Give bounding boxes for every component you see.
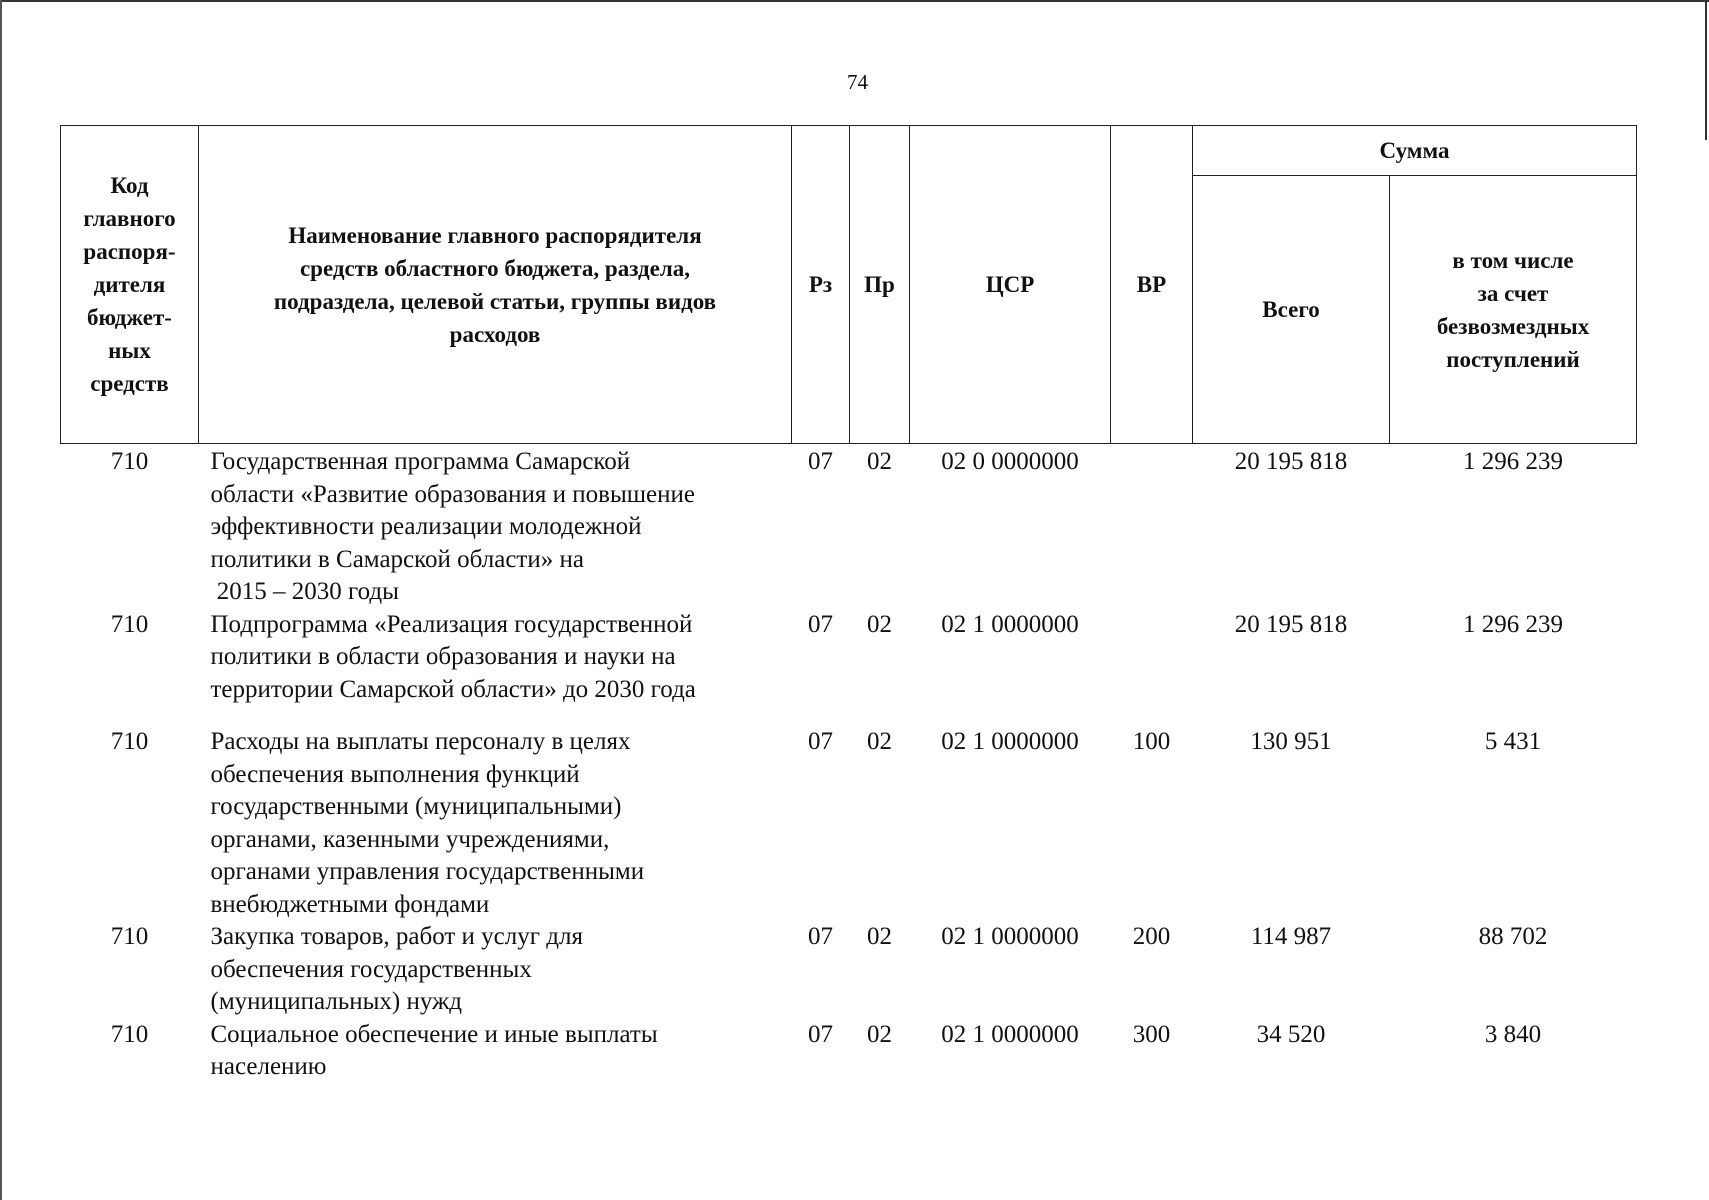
table-row [61,444,1637,609]
table-body [61,444,1637,1084]
name-line: органами, казенными учреждениями, [210,825,610,853]
header-name-line: Наименование главного распорядителя [288,222,702,248]
header-rz: Рз [792,126,850,444]
name-line: органами управления государственными [210,858,645,885]
name-line: Социальное обеспечение и иные выплаты [210,1020,658,1048]
cell-free: 1 296 239 [1463,448,1563,475]
header-total: Всего [1193,176,1390,444]
name-line: населению [210,1053,327,1080]
page-top-border [0,0,1709,2]
header-name-line: средств областного бюджета, раздела, [299,255,691,281]
name-line: обеспечения государственных [210,955,532,983]
cell-free: 88 702 [1478,923,1548,950]
name-line: Расходы на выплаты персоналу в целях [210,728,631,755]
cell-total: 34 520 [1256,1020,1326,1048]
page-left-border [0,0,2,1200]
cell-rz: 07 [808,448,833,475]
cell-code: 710 [110,728,149,755]
cell-pr: 02 [867,728,892,755]
name-line: внебюджетными фондами [210,890,490,918]
cell-vr [1111,609,1193,707]
header-free-line: поступлений [1446,346,1580,372]
header-csr: ЦСР [910,126,1111,444]
header-sum: Сумма [1193,126,1637,176]
cell-name [199,921,792,1019]
cell-code: 710 [110,923,149,950]
cell-pr: 02 [867,448,892,475]
cell-code: 710 [110,448,149,475]
header-name-line: расходов [449,321,541,347]
name-line: области «Развитие образования и повышение [210,480,695,508]
header-code [61,126,199,444]
table-row [61,609,1637,707]
cell-total: 130 951 [1250,728,1332,755]
cell-pr: 02 [867,1020,892,1048]
cell-total: 20 195 818 [1234,448,1348,475]
name-line: государственными (муниципальными) [210,793,622,820]
name-line: политики в Самарской области» на [210,545,584,573]
header-code-line: распоря- [83,239,176,264]
header-code-line: дителя [93,272,166,297]
header-free-line: за счет [1477,280,1549,306]
header-free-line: безвозмездных [1436,313,1590,339]
cell-total: 20 195 818 [1234,610,1348,638]
header-code-line: Код [110,173,149,198]
cell-free: 5 431 [1484,728,1542,755]
cell-code: 710 [110,1020,149,1048]
name-line: эффективности реализации молодежной [210,513,642,540]
cell-rz: 07 [808,923,833,950]
table-row [61,1019,1637,1084]
budget-table [60,125,1637,1084]
cell-total: 114 987 [1250,923,1332,950]
header-code-line: бюджет- [87,305,172,330]
cell-vr: 300 [1132,1020,1171,1048]
cell-csr: 02 1 0000000 [941,728,1079,755]
cell-csr: 02 0 0000000 [941,448,1079,475]
cell-free: 3 840 [1484,1020,1542,1048]
cell-name [199,444,792,609]
name-line: Государственная программа Самарской [210,448,631,475]
header-name [199,126,792,444]
header-free-line: в том числе [1452,247,1574,273]
table-header [61,126,1637,444]
cell-csr: 02 1 0000000 [941,610,1079,638]
table-row [61,921,1637,1019]
cell-csr: 02 1 0000000 [941,1020,1079,1048]
header-code-line: ных [108,338,151,363]
page-number: 74 [847,70,868,94]
header-vr: ВР [1111,126,1193,444]
cell-vr: 100 [1132,728,1171,755]
name-line: территории Самарской области» до 2030 года [210,675,696,703]
cell-csr: 02 1 0000000 [941,923,1079,950]
header-name-line: подраздела, целевой статьи, группы видов [273,288,717,314]
name-line: обеспечения выполнения функций [210,760,580,788]
name-line: Закупка товаров, работ и услуг для [210,923,583,950]
cell-pr: 02 [867,923,892,950]
cell-code: 710 [110,610,149,638]
cell-name [199,1019,792,1084]
cell-vr: 200 [1132,923,1171,950]
cell-name [199,609,792,707]
name-line: 2015 – 2030 годы [210,578,399,605]
cell-rz: 07 [808,728,833,755]
name-line: (муниципальных) нужд [210,988,463,1015]
cell-free: 1 296 239 [1463,610,1563,638]
cell-rz: 07 [808,1020,833,1048]
header-free [1390,176,1637,444]
header-code-line: главного [83,206,176,231]
name-line: политики в области образования и науки на [210,643,676,670]
cell-vr [1111,444,1193,609]
cell-pr: 02 [867,610,892,638]
table-row [61,706,1637,921]
cell-name [199,706,792,921]
name-line: Подпрограмма «Реализация государственной [210,610,693,638]
header-pr: Пр [850,126,910,444]
cell-rz: 07 [808,610,833,638]
header-code-line: средств [90,371,169,396]
